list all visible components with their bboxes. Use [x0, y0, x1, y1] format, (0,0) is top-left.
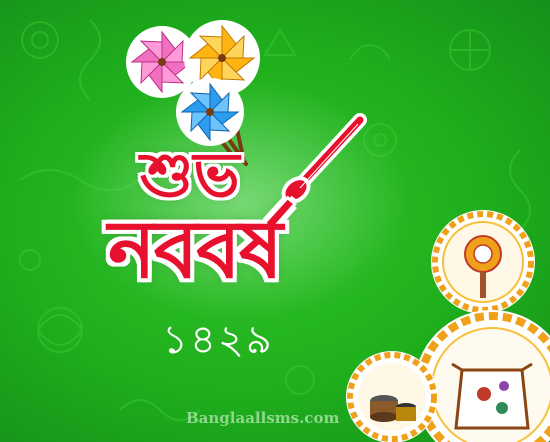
- dhol-drum-medallion: [414, 310, 550, 442]
- greeting-line-shubho: শুভ: [140, 138, 240, 211]
- tabla-medallion: [346, 351, 438, 442]
- greeting-line-noboborsho: নববর্ষ: [108, 203, 281, 296]
- watermark-site: Banglaallsms.com: [186, 409, 340, 427]
- bengali-year: ১৪২৯: [162, 317, 274, 363]
- hand-fan-medallion: [431, 210, 535, 314]
